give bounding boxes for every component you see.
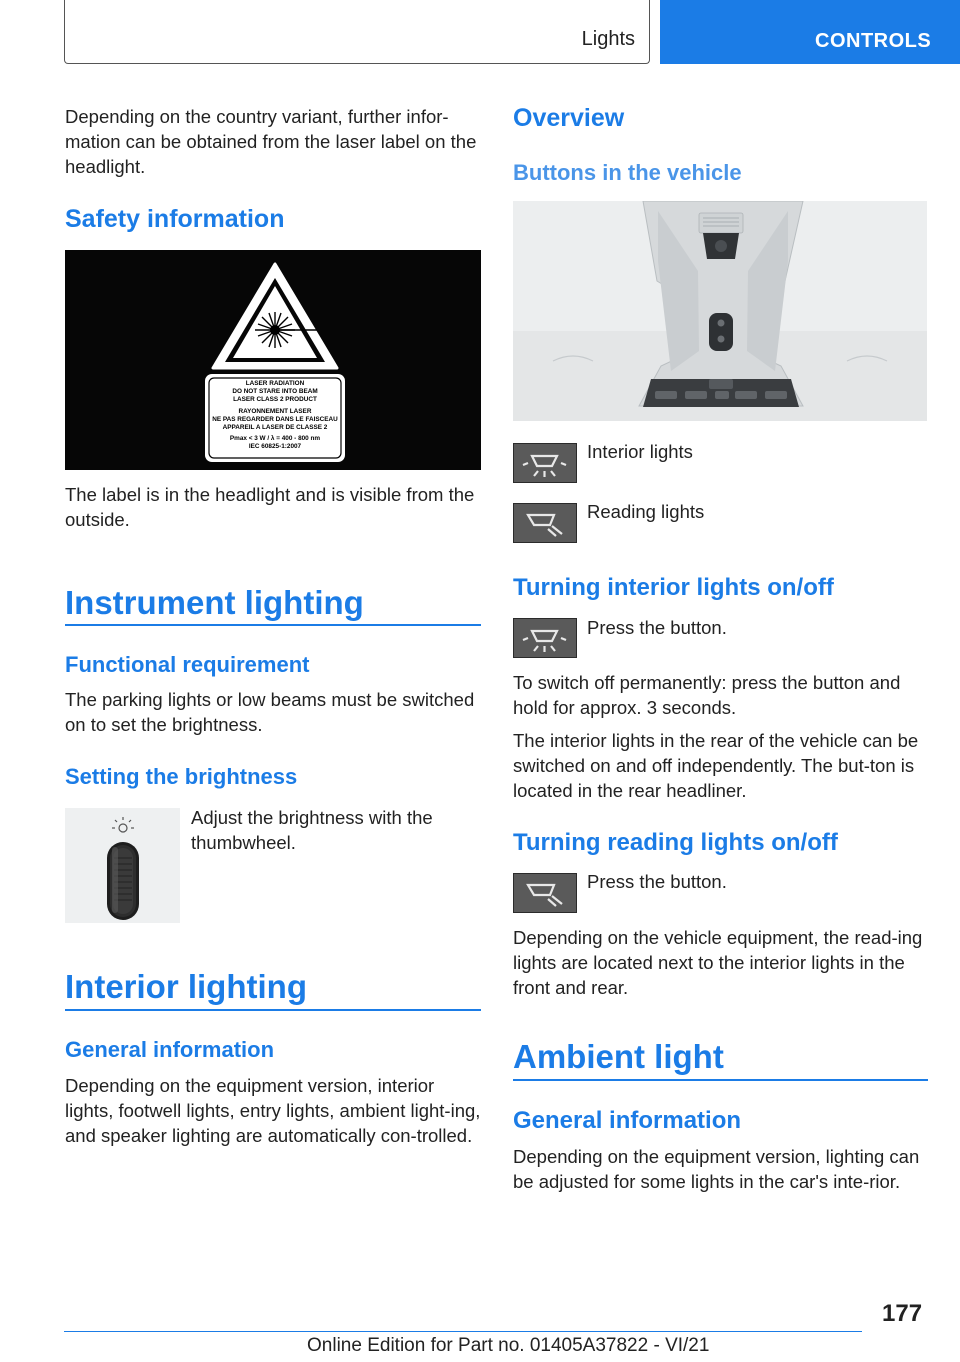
laser-label-text bbox=[209, 380, 341, 452]
ambient-light-heading: Ambient light bbox=[513, 1038, 724, 1075]
footer-rule bbox=[64, 1331, 862, 1332]
reading-location-text: Depending on the vehicle equipment, the read-ing lights are located next to the interior lights in the front and rear. bbox=[513, 927, 923, 998]
functional-requirement-heading: Functional requirement bbox=[65, 652, 310, 677]
overview-heading: Overview bbox=[513, 104, 625, 132]
buttons-heading: Buttons in the vehicle bbox=[513, 160, 742, 185]
rear-lights-text: The interior lights in the rear of the vehicle can be switched on and off independently. The but-ton is located in the rear headliner. bbox=[513, 730, 919, 801]
overhead-console-illustration bbox=[513, 201, 927, 421]
reading-light-icon bbox=[514, 874, 575, 911]
ambient-heading-rule bbox=[513, 1079, 928, 1081]
label-caption: The label is in the headlight and is visible from the outside. bbox=[65, 484, 475, 530]
switch-off-text: To switch off permanently: press the button and hold for approx. 3 seconds. bbox=[513, 672, 901, 718]
laser-label-line: IEC 60825-1:2007 bbox=[248, 443, 302, 451]
ambient-general-text: Depending on the equipment version, lighting can be adjusted for some lights in the car's inte-rior. bbox=[513, 1146, 920, 1192]
press-button-text: Press the button. bbox=[587, 617, 727, 638]
header-section-box bbox=[64, 0, 650, 64]
instrument-heading-rule bbox=[65, 624, 481, 626]
laser-label-line: LASER CLASS 2 PRODUCT bbox=[233, 396, 317, 404]
safety-heading: Safety information bbox=[65, 205, 285, 233]
header-section-title: Lights bbox=[581, 28, 635, 50]
interior-light-icon bbox=[514, 619, 575, 656]
interior-lighting-heading: Interior lighting bbox=[65, 968, 307, 1005]
intro-paragraph: Depending on the country variant, further infor-mation can be obtained from the laser label on the headlight. bbox=[65, 106, 477, 177]
reading-lights-button-icon bbox=[513, 873, 577, 913]
thumbwheel-icon bbox=[65, 808, 180, 923]
interior-heading-rule bbox=[65, 1009, 481, 1011]
interior-lights-button-icon bbox=[513, 443, 577, 483]
laser-label-line: APPAREIL A LASER DE CLASSE 2 bbox=[222, 424, 328, 432]
laser-label-image bbox=[65, 250, 481, 470]
header-chapter-box bbox=[660, 0, 960, 64]
brightness-heading: Setting the brightness bbox=[65, 764, 298, 789]
footer-edition: Online Edition for Part no. 01405A37822 - VI/21 bbox=[307, 1335, 710, 1356]
turn-reading-heading: Turning reading lights on/off bbox=[513, 829, 838, 856]
header-chapter-title: CONTROLS bbox=[815, 30, 932, 52]
interior-lights-button-icon bbox=[513, 618, 577, 658]
instrument-lighting-heading: Instrument lighting bbox=[65, 584, 364, 621]
general-information-text: Depending on the equipment version, interior lights, footwell lights, entry lights, ambient light-ing, and speaker lighting are automatically con-trolled. bbox=[65, 1075, 481, 1146]
ambient-general-heading: General information bbox=[513, 1107, 742, 1134]
press-button-text: Press the button. bbox=[587, 871, 727, 892]
turn-interior-heading: Turning interior lights on/off bbox=[513, 574, 834, 601]
overhead-console-image bbox=[513, 201, 927, 421]
laser-label-line: Pmax < 3 W / λ = 400 - 800 nm bbox=[229, 435, 321, 443]
reading-light-icon bbox=[514, 504, 575, 541]
reading-lights-button-icon bbox=[513, 503, 577, 543]
interior-lights-label: Interior lights bbox=[587, 441, 693, 462]
laser-label-line: LASER RADIATION bbox=[245, 380, 305, 387]
functional-requirement-text: The parking lights or low beams must be switched on to set the brightness. bbox=[65, 689, 475, 735]
thumbwheel-image bbox=[65, 808, 180, 923]
laser-label-line: DO NOT STARE INTO BEAM bbox=[232, 388, 318, 396]
brightness-text: Adjust the brightness with the thumbwheel. bbox=[191, 807, 433, 853]
reading-lights-label: Reading lights bbox=[587, 501, 705, 522]
general-information-heading: General information bbox=[65, 1037, 275, 1062]
interior-light-icon bbox=[514, 444, 575, 481]
laser-label-line: NE PAS REGARDER DANS LE FAISCEAU bbox=[212, 415, 338, 423]
page-number: 177 bbox=[882, 1300, 923, 1327]
laser-label-line: RAYONNEMENT LASER bbox=[238, 407, 312, 415]
